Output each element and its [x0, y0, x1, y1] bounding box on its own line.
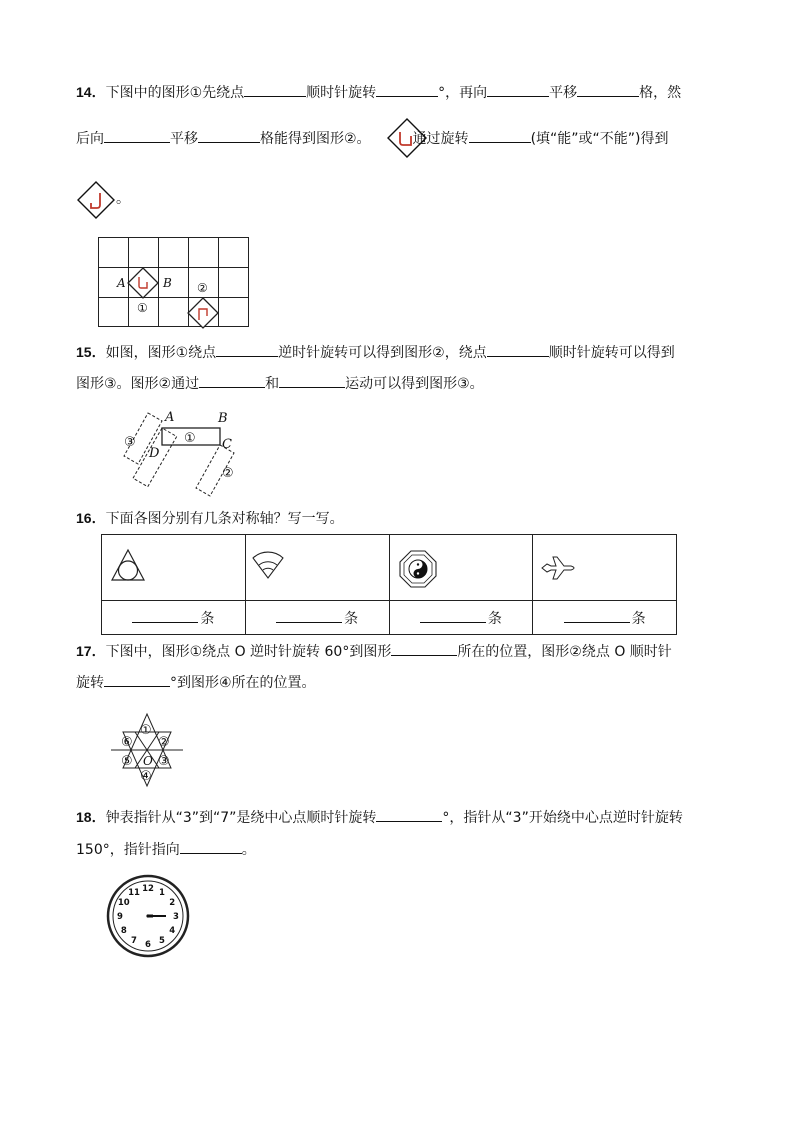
rotated-square-shape-icon	[385, 116, 429, 160]
q15-text: 图形③。图形②通过	[76, 376, 200, 392]
q14-text: 格，然	[639, 85, 682, 101]
point-d-label: D	[149, 446, 160, 461]
figure-one-label: ①	[137, 301, 148, 315]
figure-two-label: ②	[222, 466, 234, 481]
q14-text: 通过旋转	[412, 131, 469, 147]
answer-blank[interactable]	[198, 128, 260, 143]
clock-number: 2	[169, 898, 176, 908]
answer-cell-2	[245, 601, 389, 635]
q14-text: 平移	[170, 131, 198, 147]
answer-blank[interactable]	[564, 608, 630, 623]
question-number: 14．	[76, 84, 106, 100]
clock-number: 3	[173, 912, 179, 922]
six-point-star-figure	[104, 712, 190, 788]
q14-text: 平移	[549, 85, 578, 101]
clock-number: 4	[169, 926, 176, 936]
q14-text: 格能得到图形②。	[260, 131, 371, 147]
q18-text: 。	[241, 842, 256, 858]
answer-blank[interactable]	[420, 608, 486, 623]
q14-text: (填“能”或“不能”)得到	[530, 131, 669, 147]
question-number: 15．	[76, 344, 106, 360]
star-label-3: ③	[158, 754, 170, 769]
q15-line-2	[76, 373, 484, 394]
q14-line-2	[76, 128, 669, 149]
figure-two-label: ②	[197, 281, 208, 295]
clock-number: 8	[120, 926, 127, 936]
q14-text: 顺时针旋转	[306, 85, 377, 101]
q14-text: 下图中的图形①先绕点	[105, 85, 245, 101]
octagon-yinyang-icon	[398, 549, 438, 589]
answer-blank[interactable]	[376, 807, 442, 822]
point-a-label: A	[117, 276, 126, 290]
q17-text: 下图中，图形①绕点 O 逆时针旋转 60°到图形	[105, 644, 392, 660]
star-label-4: ④	[140, 769, 152, 784]
q14-text: °，再向	[438, 85, 488, 101]
clock-face-figure	[106, 874, 190, 958]
clock-number: 6	[145, 940, 151, 950]
answer-cell-4	[533, 601, 677, 635]
answer-blank[interactable]	[391, 641, 457, 656]
star-label-5: ⑤	[121, 754, 133, 769]
question-number: 17．	[76, 643, 106, 659]
q14-text: 。	[116, 191, 130, 207]
airplane-icon	[539, 553, 579, 583]
answer-blank[interactable]	[279, 373, 345, 388]
q17-text: 所在的位置，图形②绕点 O 顺时针	[457, 644, 672, 660]
fan-sector-icon	[251, 550, 285, 580]
q17-text: °到图形④所在的位置。	[170, 675, 316, 691]
unit-label: 条	[200, 610, 215, 627]
q14-grid-figure	[97, 236, 253, 330]
q14-text: 后向	[76, 131, 104, 147]
answer-blank[interactable]	[276, 608, 342, 623]
figure-three-label: ③	[124, 435, 136, 450]
q18-text: 钟表指针从“3”到“7”是绕中心点顺时针旋转	[105, 810, 377, 826]
star-label-2: ②	[158, 735, 170, 750]
q14-line-1	[76, 82, 681, 103]
answer-blank[interactable]	[132, 608, 198, 623]
point-c-label: C	[222, 437, 232, 452]
star-label-1: ①	[140, 723, 152, 738]
answer-blank[interactable]	[104, 672, 170, 687]
unit-label: 条	[631, 610, 646, 627]
answer-blank[interactable]	[244, 82, 306, 97]
clock-number: 10	[117, 898, 130, 908]
answer-blank[interactable]	[104, 128, 170, 143]
q17-line-2	[76, 672, 316, 693]
q17-text: 旋转	[76, 675, 104, 691]
unit-label: 条	[344, 610, 359, 627]
point-b-label: B	[218, 411, 228, 426]
answer-blank[interactable]	[577, 82, 639, 97]
rotated-square-target-icon	[76, 180, 116, 220]
figure-one-label: ①	[184, 431, 196, 446]
star-label-6: ⑥	[121, 735, 133, 750]
cell-shape-4	[533, 535, 677, 601]
answer-cell-3	[389, 601, 533, 635]
clock-number: 1	[159, 887, 165, 898]
q17-line-1	[76, 641, 672, 662]
answer-cell-1	[102, 601, 246, 635]
q15-text: 如图，图形①绕点	[105, 345, 217, 361]
answer-blank[interactable]	[199, 373, 265, 388]
question-number: 18．	[76, 809, 106, 825]
cell-shape-3	[389, 535, 533, 601]
answer-blank[interactable]	[487, 342, 549, 357]
q15-text: 顺时针旋转可以得到	[548, 345, 675, 361]
cell-shape-2	[245, 535, 389, 601]
cell-shape-1	[102, 535, 246, 601]
q15-rectangles-figure	[100, 408, 260, 500]
answer-blank[interactable]	[180, 839, 242, 854]
answer-blank[interactable]	[216, 342, 278, 357]
q18-line-2	[76, 839, 256, 860]
center-o-label: O	[143, 754, 153, 768]
q16-text: 下面各图分别有几条对称轴？写一写。	[105, 511, 344, 527]
question-number: 16．	[76, 510, 106, 526]
q15-text: 和	[265, 376, 280, 392]
clock-number: 5	[159, 936, 165, 947]
point-a-label: A	[165, 410, 175, 425]
point-b-label: B	[163, 276, 172, 290]
q16-line-1	[76, 508, 344, 529]
q18-text: 150°，指针指向	[76, 842, 180, 858]
answer-blank[interactable]	[469, 128, 531, 143]
q15-text: 逆时针旋转可以得到图形②，绕点	[278, 345, 487, 361]
q15-line-1	[76, 342, 675, 363]
symmetry-table	[101, 534, 677, 635]
q14-line-3	[116, 189, 130, 209]
q18-line-1	[76, 807, 683, 828]
clock-number: 7	[131, 936, 137, 947]
answer-blank[interactable]	[376, 82, 438, 97]
q18-text: °，指针从“3”开始绕中心点逆时针旋转	[442, 810, 683, 826]
clock-number: 12	[142, 884, 154, 894]
clock-number: 9	[117, 912, 123, 922]
clock-number: 11	[128, 887, 140, 898]
q15-text: 运动可以得到图形③。	[345, 376, 484, 392]
unit-label: 条	[487, 610, 502, 627]
triangle-with-circle-icon	[110, 548, 146, 582]
answer-blank[interactable]	[487, 82, 549, 97]
